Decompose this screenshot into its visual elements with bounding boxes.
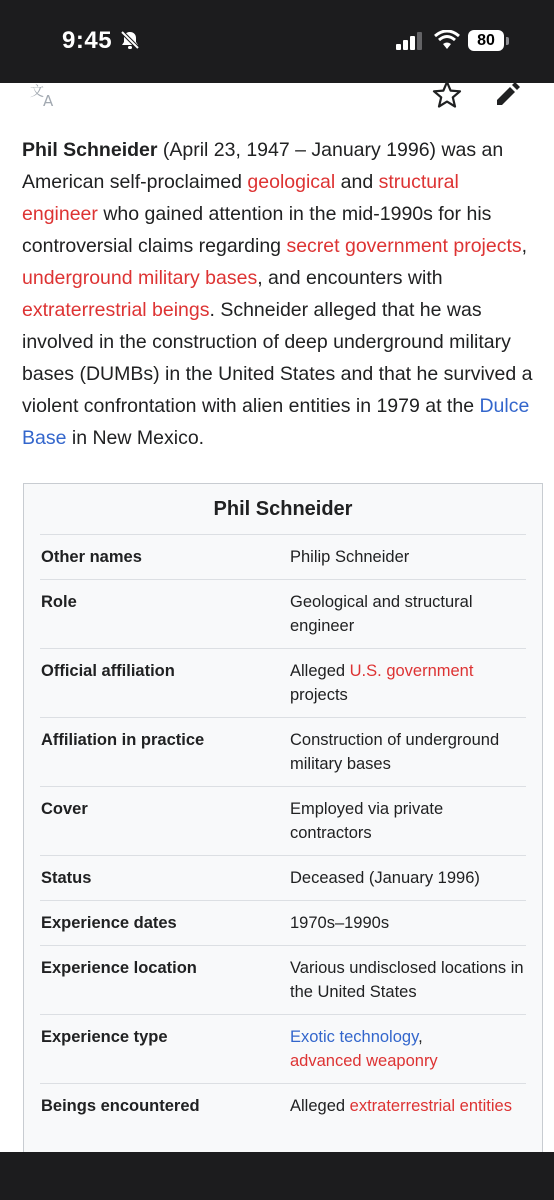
infobox-row-other-names — [40, 534, 526, 579]
row-label: Role — [41, 593, 77, 611]
status-time: 9:45 — [62, 27, 113, 54]
intro-text: , — [521, 235, 528, 257]
svg-text:A: A — [43, 92, 54, 108]
star-icon[interactable] — [432, 80, 462, 108]
infobox-row-cover — [40, 786, 526, 855]
value-text: Alleged — [290, 1097, 350, 1115]
link-underground-military-bases[interactable]: underground military bases — [22, 267, 258, 289]
infobox-title: Phil Schneider — [213, 498, 353, 520]
bottom-bar — [0, 1152, 554, 1200]
infobox-row-experience-dates — [40, 900, 526, 945]
intro-text: who gained attention in the mid-1990s for his controversial claims regarding — [22, 203, 492, 257]
status-bar — [0, 0, 554, 83]
link-geological[interactable]: geological — [247, 171, 336, 193]
value-separator: , — [418, 1028, 423, 1046]
row-value: Geological and structural engineer — [290, 593, 473, 635]
intro-text: . Schneider alleged that he was involved in the construction of deep underground military bases (DUMBs) in the United States and that he survived a violent confrontation with alien entities in 1979 at the — [22, 299, 533, 417]
row-label: Status — [41, 869, 92, 887]
row-label: Affiliation in practice — [41, 731, 205, 749]
infobox-row-affiliation-in-practice — [40, 717, 526, 786]
link-advanced-weaponry[interactable]: advanced weaponry — [290, 1052, 438, 1070]
link-structural-engineer[interactable]: structural engineer — [22, 171, 459, 225]
link-secret-government-projects[interactable]: secret government projects — [286, 235, 522, 257]
intro-paragraph — [22, 134, 537, 454]
infobox-row-experience-location — [40, 945, 526, 1014]
wifi-icon — [434, 30, 460, 50]
row-label: Official affiliation — [41, 662, 175, 680]
row-value: Philip Schneider — [290, 548, 410, 566]
infobox — [23, 483, 543, 1183]
edit-pencil-icon[interactable] — [494, 80, 522, 108]
infobox-row-role — [40, 579, 526, 648]
row-label: Experience type — [41, 1028, 168, 1046]
translate-icon[interactable] — [30, 82, 60, 108]
intro-text: and — [335, 171, 379, 193]
battery-nub — [506, 37, 509, 45]
link-us-government[interactable]: U.S. government — [349, 662, 474, 680]
svg-text:文: 文 — [30, 84, 44, 100]
link-exotic-technology[interactable]: Exotic technology — [290, 1028, 419, 1046]
row-value: Various undisclosed locations in the United States — [290, 959, 524, 1001]
row-value: 1970s–1990s — [290, 914, 390, 932]
link-extraterrestrial-entities[interactable]: extraterrestrial entities — [349, 1097, 512, 1115]
infobox-row-experience-type — [40, 1014, 526, 1083]
row-label: Experience dates — [41, 914, 177, 932]
signal-icon — [396, 32, 424, 50]
intro-text: (April 23, 1947 – January 1996) was an American self-proclaimed — [22, 139, 504, 193]
infobox-row-beings-encountered — [40, 1083, 526, 1128]
row-label: Beings encountered — [41, 1097, 200, 1115]
row-value — [290, 1015, 525, 1083]
row-label: Cover — [41, 800, 88, 818]
value-text: projects — [290, 686, 348, 704]
infobox-row-official-affiliation — [40, 648, 526, 717]
intro-text: , and encounters with — [257, 267, 443, 289]
row-value: Construction of underground military bases — [290, 731, 500, 773]
row-label: Other names — [41, 548, 142, 566]
row-label: Experience location — [41, 959, 197, 977]
row-value — [290, 1084, 525, 1128]
battery-indicator: 80 — [468, 30, 504, 51]
article-subject: Phil Schneider — [22, 139, 158, 161]
intro-text: in New Mexico. — [66, 427, 205, 449]
row-value: Employed via private contractors — [290, 800, 444, 842]
bell-slash-icon — [119, 29, 141, 51]
infobox-row-status — [40, 855, 526, 900]
link-dulce-base[interactable]: Dulce Base — [22, 395, 530, 449]
row-value: Deceased (January 1996) — [290, 869, 480, 887]
value-text: Alleged — [290, 662, 350, 680]
link-extraterrestrial-beings[interactable]: extraterrestrial beings — [22, 299, 210, 321]
row-value — [290, 649, 525, 717]
